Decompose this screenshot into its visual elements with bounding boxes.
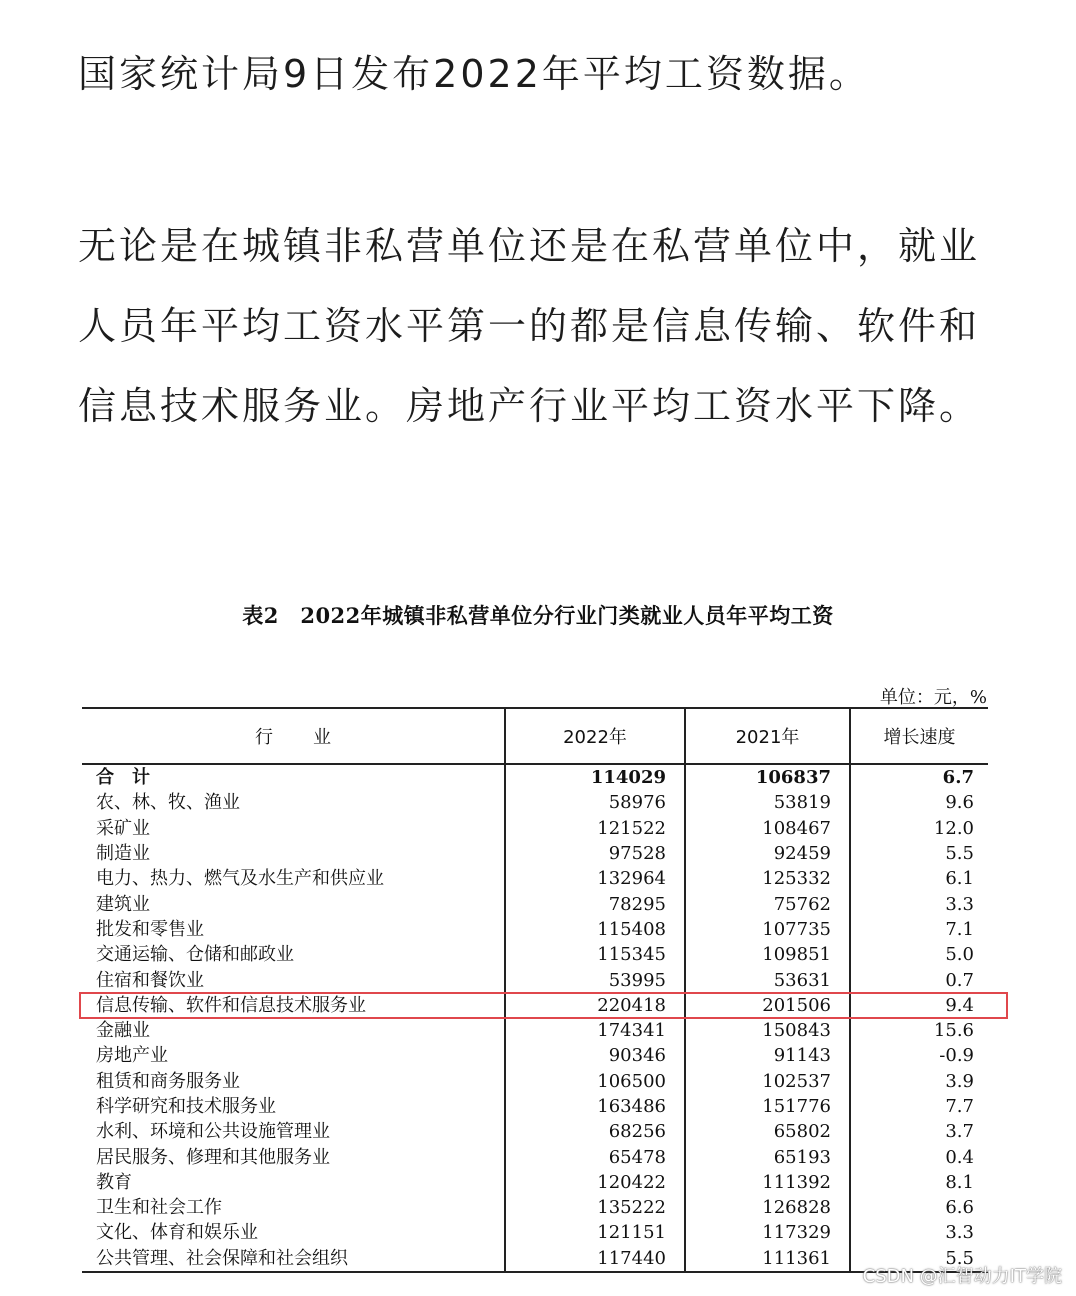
cell-industry: 制造业 (82, 841, 505, 866)
cell-growth: 5.5 (945, 843, 974, 865)
table-row (82, 891, 988, 916)
table-title: 表2 2022年城镇非私营单位分行业门类就业人员年平均工资 (242, 603, 834, 628)
cell-2021: 53819 (685, 790, 850, 815)
intro-line: 国家统计局9日发布2022年平均工资数据。 (78, 52, 870, 96)
cell-industry: 科学研究和技术服务业 (82, 1094, 505, 1119)
table-row-total (82, 764, 988, 790)
cell-2021: 150843 (685, 1018, 850, 1043)
header-industry: 行业 (82, 708, 505, 764)
header-2021: 2021年 (685, 708, 850, 764)
cell-growth: 8.1 (945, 1171, 974, 1193)
table-row (82, 1094, 988, 1119)
cell-industry: 信息传输、软件和信息技术服务业 (82, 993, 505, 1018)
cell-2022: 58976 (505, 790, 685, 815)
cell-2022: 53995 (505, 967, 685, 992)
cell-2021: 107735 (685, 917, 850, 942)
cell-growth: 6.6 (945, 1197, 974, 1219)
cell-growth: 0.4 (945, 1146, 974, 1168)
cell-2022: 121522 (505, 816, 685, 841)
table-row (82, 1246, 988, 1272)
cell-growth: 3.9 (945, 1070, 974, 1092)
cell-industry: 采矿业 (82, 816, 505, 841)
cell-2021: 111361 (685, 1246, 850, 1272)
cell-growth: 6.7 (942, 767, 974, 789)
table-row (82, 1043, 988, 1068)
table-row (82, 1119, 988, 1144)
cell-industry: 公共管理、社会保障和社会组织 (82, 1246, 505, 1272)
cell-industry: 住宿和餐饮业 (82, 967, 505, 992)
cell-2022: 120422 (505, 1170, 685, 1195)
cell-growth: 7.1 (945, 918, 974, 940)
cell-industry: 文化、体育和娱乐业 (82, 1220, 505, 1245)
cell-growth: 12.0 (933, 817, 974, 839)
table-row (82, 942, 988, 967)
table-header-row (82, 708, 988, 764)
cell-2021: 91143 (685, 1043, 850, 1068)
cell-2021: 201506 (685, 993, 850, 1018)
table-row (82, 1018, 988, 1043)
cell-2021: 111392 (685, 1170, 850, 1195)
cell-2022: 163486 (505, 1094, 685, 1119)
cell-2021: 75762 (685, 891, 850, 916)
cell-2021: 109851 (685, 942, 850, 967)
cell-2022: 121151 (505, 1220, 685, 1245)
cell-2022: 132964 (505, 866, 685, 891)
table-row (82, 967, 988, 992)
cell-growth: 5.5 (850, 1246, 988, 1272)
header-2022: 2022年 (505, 708, 685, 764)
cell-industry: 居民服务、修理和其他服务业 (82, 1144, 505, 1169)
cell-2021: 126828 (685, 1195, 850, 1220)
cell-industry: 电力、热力、燃气及水生产和供应业 (82, 866, 505, 891)
cell-2021: 53631 (685, 967, 850, 992)
cell-growth: 7.7 (945, 1096, 974, 1117)
cell-growth: 6.1 (945, 868, 974, 890)
highlight-box (79, 992, 1008, 1019)
cell-industry: 卫生和社会工作 (82, 1195, 505, 1220)
table-row (82, 816, 988, 841)
cell-growth: 3.7 (945, 1121, 974, 1143)
cell-2022: 90346 (505, 1043, 685, 1068)
cell-2022: 97528 (505, 841, 685, 866)
cell-2022: 117440 (505, 1246, 685, 1272)
cell-industry: 金融业 (82, 1018, 505, 1043)
cell-industry: 交通运输、仓储和邮政业 (82, 942, 505, 967)
table-row (82, 1195, 988, 1220)
table-row (82, 1170, 988, 1195)
cell-2021: 151776 (685, 1094, 850, 1119)
cell-industry: 教育 (82, 1170, 505, 1195)
cell-growth: 0.7 (945, 969, 974, 991)
cell-growth: 5.0 (945, 944, 974, 966)
cell-2022: 65478 (505, 1144, 685, 1169)
table-row (82, 866, 988, 891)
cell-industry: 租赁和商务服务业 (82, 1069, 505, 1094)
table-row (82, 917, 988, 942)
cell-growth: 15.6 (933, 1020, 974, 1042)
table-row (82, 841, 988, 866)
cell-2021: 108467 (685, 816, 850, 841)
cell-industry: 农、林、牧、渔业 (82, 790, 505, 815)
table-row (82, 1144, 988, 1169)
cell-2021: 117329 (685, 1220, 850, 1245)
cell-industry: 水利、环境和公共设施管理业 (82, 1119, 505, 1144)
cell-2022: 135222 (505, 1195, 685, 1220)
table-row (82, 1069, 988, 1094)
header-growth: 增长速度 (850, 708, 988, 764)
table-row (82, 1220, 988, 1245)
intro-paragraph: 无论是在城镇非私营单位还是在私营单位中，就业人员年平均工资水平第一的都是信息传输、软件和信息技术服务业。房地产行业平均工资水平下降。 (78, 224, 981, 428)
cell-2022: 115408 (505, 917, 685, 942)
cell-growth: 9.4 (945, 994, 974, 1016)
cell-2022: 115345 (505, 942, 685, 967)
watermark: CSDN @汇智动力IT学院 (862, 1266, 1062, 1287)
cell-industry: 批发和零售业 (82, 917, 505, 942)
cell-2021: 65193 (685, 1144, 850, 1169)
cell-2022: 220418 (505, 993, 685, 1018)
cell-industry: 建筑业 (82, 891, 505, 916)
cell-2022: 106500 (505, 1069, 685, 1094)
cell-industry: 房地产业 (82, 1043, 505, 1068)
cell-2021: 65802 (685, 1119, 850, 1144)
cell-2021: 102537 (685, 1069, 850, 1094)
cell-2021: 106837 (685, 764, 850, 790)
table-row (82, 790, 988, 815)
wage-table (82, 707, 988, 1273)
cell-growth: 3.3 (945, 893, 974, 915)
cell-growth: 3.3 (945, 1222, 974, 1244)
cell-2021: 125332 (685, 866, 850, 891)
cell-growth: 9.6 (945, 792, 974, 814)
cell-2021: 92459 (685, 841, 850, 866)
cell-2022: 114029 (505, 764, 685, 790)
cell-growth: -0.9 (939, 1045, 974, 1067)
cell-industry: 合计 (82, 764, 505, 790)
cell-2022: 78295 (505, 891, 685, 916)
cell-2022: 68256 (505, 1119, 685, 1144)
cell-2022: 174341 (505, 1018, 685, 1043)
unit-note: 单位：元，% (879, 687, 987, 708)
